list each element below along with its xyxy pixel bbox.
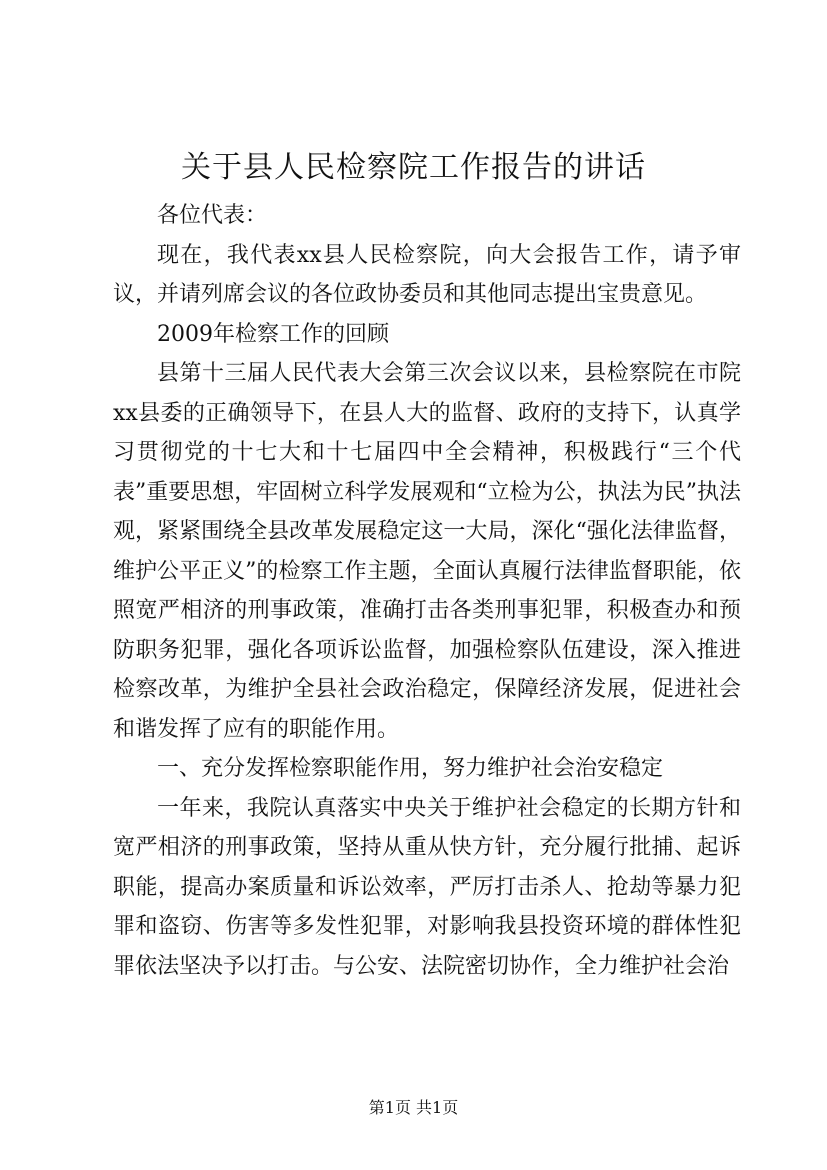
document-body	[113, 196, 741, 986]
subsection-paragraph: 一年来，我院认真落实中央关于维护社会稳定的长期方针和宽严相济的刑事政策，坚持从重从快方针，充分履行批捕、起诉职能，提高办案质量和诉讼效率，严厉打击杀人、抢劫等暴力犯罪和盗窃、伤害等多发性犯罪，对影响我县投资环境的群体性犯罪依法坚决予以打击。与公安、法院密切协作，全力维护社会治	[113, 795, 741, 979]
salutation-paragraph: 各位代表：	[157, 203, 268, 228]
page-footer: 第1页 共1页	[368, 1098, 459, 1117]
document-title: 关于县人民检察院工作报告的讲话	[181, 150, 646, 185]
review-paragraph: 县第十三届人民代表大会第三次会议以来，县检察院在市院xx县委的正确领导下，在县人大的监督、政府的支持下，认真学习贯彻党的十七大和十七届四中全会精神，积极践行“三个代表”重要思想，牢固树立科学发展观和“立检为公，执法为民”执法观，紧紧围绕全县改革发展稳定这一大局，深化“强化法律监督，维护公平正义”的检察工作主题，全面认真履行法律监督职能，依照宽严相济的刑事政策，准确打击各类刑事犯罪，积极查办和预防职务犯罪，强化各项诉讼监督，加强检察队伍建设，深入推进检察改革，为维护全县社会政治稳定，保障经济发展，促进社会和谐发挥了应有的职能作用。	[113, 361, 741, 742]
intro-paragraph: 现在，我代表xx县人民检察院，向大会报告工作，请予审议，并请列席会议的各位政协委员和其他同志提出宝贵意见。	[113, 242, 741, 307]
section-heading: 2009年检察工作的回顾	[157, 321, 389, 347]
subsection-heading: 一、充分发挥检察职能作用，努力维护社会治安稳定	[157, 756, 664, 781]
